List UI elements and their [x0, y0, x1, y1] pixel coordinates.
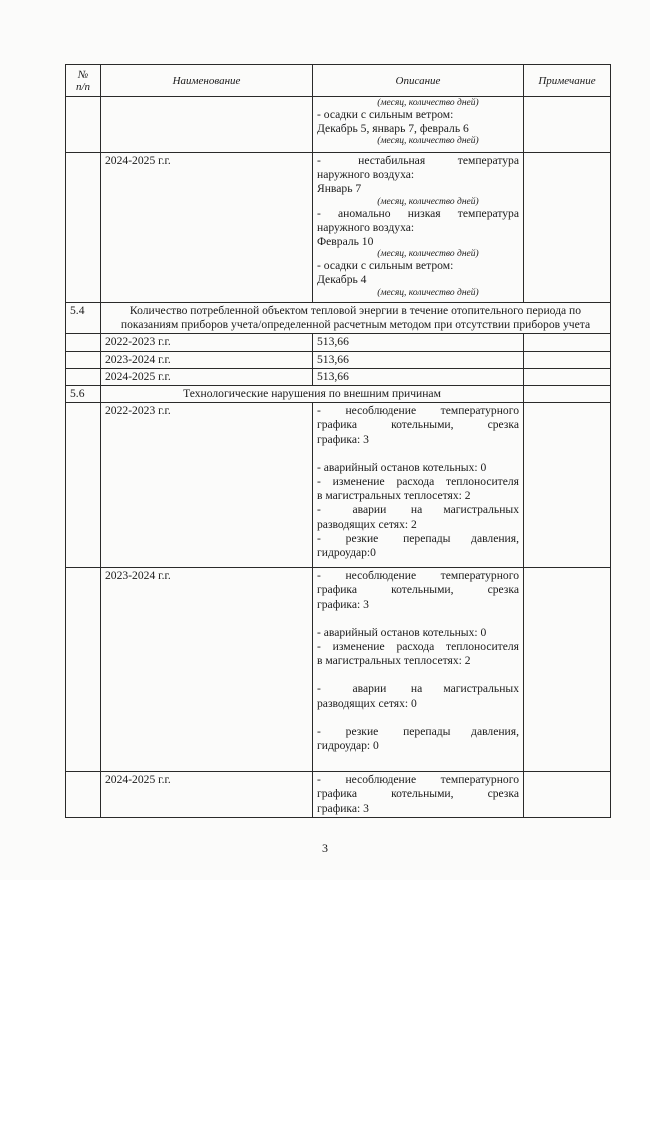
value-cell: 513,66 — [313, 351, 524, 368]
period-cell: 2024-2025 г.г. — [101, 153, 313, 303]
period-cell: 2023-2024 г.г. — [101, 568, 313, 772]
section-num: 5.6 — [66, 386, 101, 403]
continued-description: (месяц, количество дней) - осадки с сильным ветром: Декабрь 5, январь 7, февраль 6 (месяц, количество дней) — [313, 97, 524, 153]
header-description: Описание — [313, 65, 524, 97]
header-name: Наименование — [101, 65, 313, 97]
period-cell: 2023-2024 г.г. — [101, 351, 313, 368]
value-cell: 513,66 — [313, 334, 524, 351]
section-title: Технологические нарушения по внешним причинам — [101, 386, 524, 403]
section-row-5-4 — [66, 303, 611, 334]
table-row — [66, 568, 611, 772]
table-row — [66, 97, 611, 153]
header-num: № п/п — [66, 65, 101, 97]
table-row — [66, 772, 611, 818]
violations-description: - несоблюдение температурного графика котельными, срезка графика: 3 — [313, 772, 524, 818]
section-num: 5.4 — [66, 303, 101, 334]
table-row — [66, 153, 611, 303]
header-note: Примечание — [524, 65, 611, 97]
violations-description: - несоблюдение температурного графика котельными, срезка графика: 3 - аварийный останов котельных: 0 - изменение расхода теплоносителя в магистральных теплосетях: 2 - аварии на магистральных разводящих сетях: 2 - резкие перепады давления, гидроудар:0 — [313, 403, 524, 568]
table-row — [66, 351, 611, 368]
table-header — [66, 65, 611, 97]
period-cell: 2022-2023 г.г. — [101, 403, 313, 568]
data-table — [65, 64, 611, 818]
table-row — [66, 403, 611, 568]
table-row — [66, 368, 611, 385]
period-cell: 2024-2025 г.г. — [101, 368, 313, 385]
section-row-5-6 — [66, 386, 611, 403]
violations-description: - несоблюдение температурного графика котельными, срезка графика: 3 - аварийный останов котельных: 0 - изменение расхода теплоносителя в магистральных теплосетях: 2 - аварии на магистральных разводящих сетях: 0 - резкие перепады давления, гидроудар: 0 — [313, 568, 524, 772]
page-number: 3 — [322, 841, 328, 855]
period-cell: 2024-2025 г.г. — [101, 772, 313, 818]
value-cell: 513,66 — [313, 368, 524, 385]
table-row — [66, 334, 611, 351]
weather-description: - нестабильная температура наружного воздуха: Январь 7 (месяц, количество дней) - аномально низкая температура наружного воздуха: Февраль 10 (месяц, количество дней) - осадки с сильным ветром: Декабрь 4 (месяц, количество дней) — [313, 153, 524, 303]
period-cell: 2022-2023 г.г. — [101, 334, 313, 351]
section-title: Количество потребленной объектом тепловой энергии в течение отопительного периода по показаниям приборов учета/определенной расчетным методом при отсутствии приборов учета — [101, 303, 611, 334]
